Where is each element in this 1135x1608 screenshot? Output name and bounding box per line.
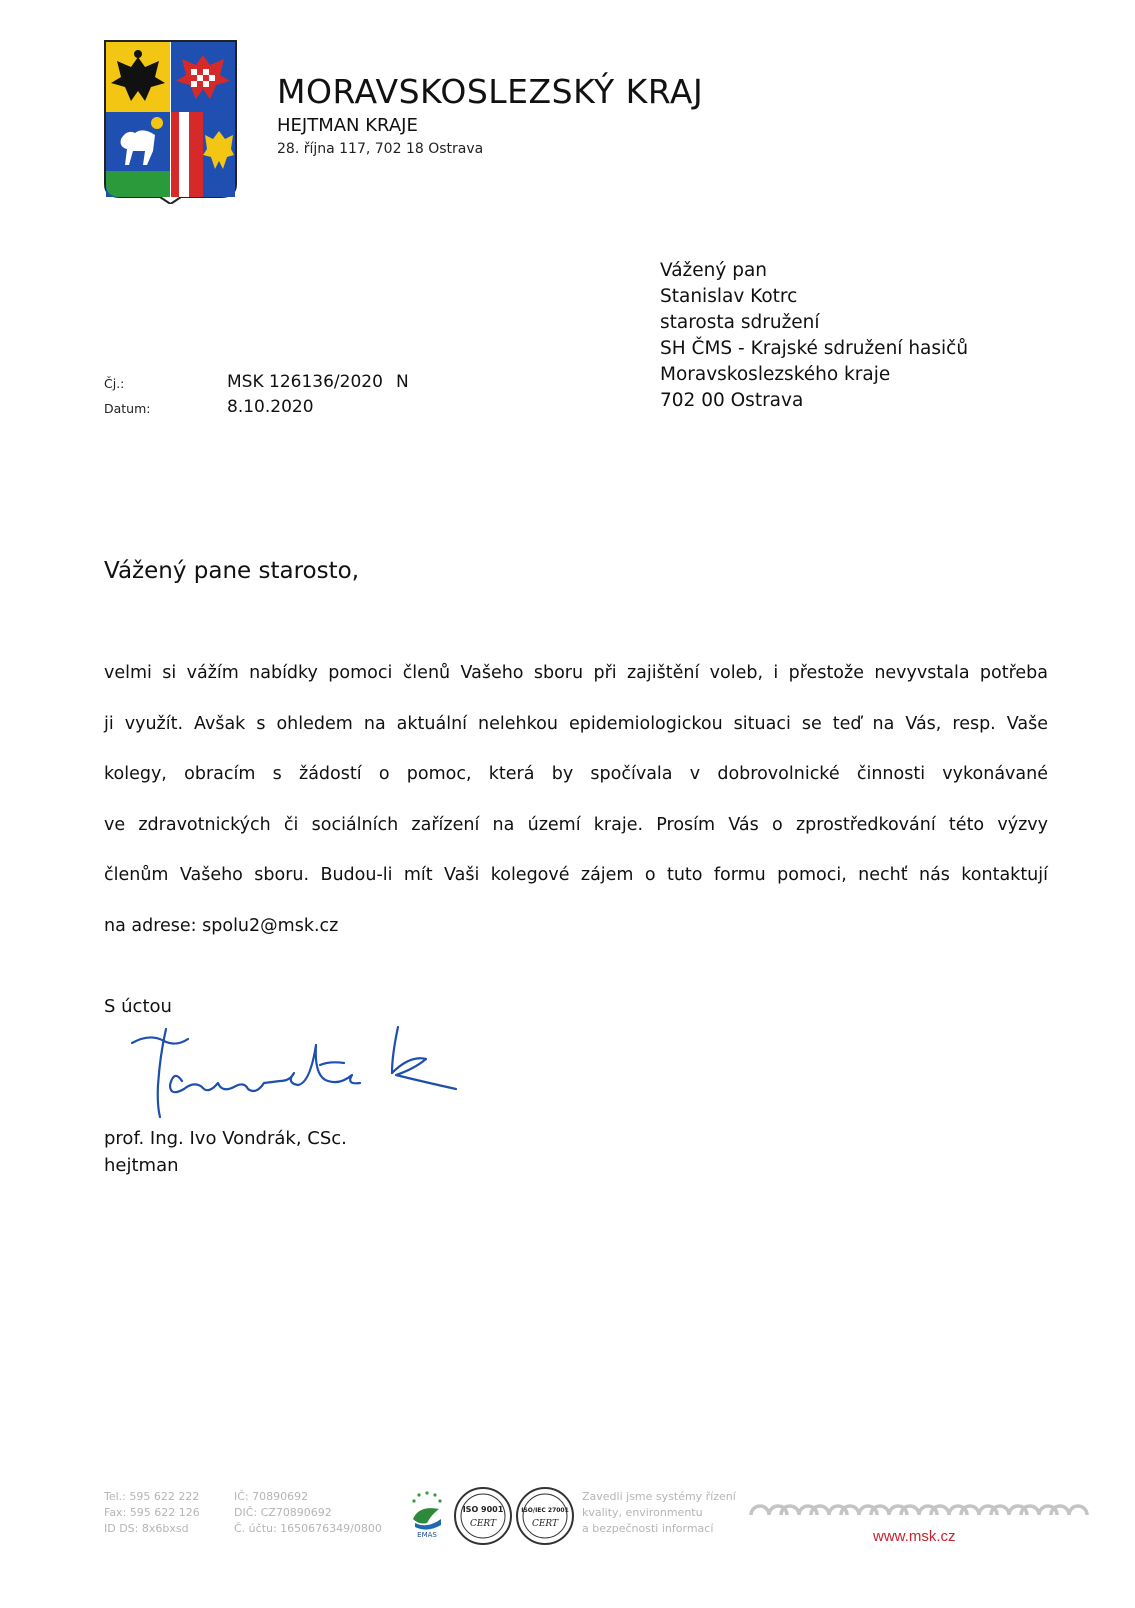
iec-cert-text: CERT: [531, 1519, 559, 1529]
footer-ic: IČ: 70890692: [234, 1490, 309, 1503]
emas-logo-text: EMAS: [417, 1531, 437, 1539]
iec-seal-text: ISO/IEC 27001: [521, 1507, 569, 1514]
iso-seal-text: ISO 9001: [462, 1505, 504, 1514]
footer-databox: ID DS: 8x6bxsd: [104, 1522, 189, 1535]
signer-name: prof. Ing. Ivo Vondrák, CSc.: [104, 1128, 347, 1149]
handwritten-signature-icon: [130, 1025, 460, 1120]
salutation: Vážený pane starosto,: [104, 558, 359, 584]
cert-note-line: kvality, environmentu: [582, 1506, 703, 1519]
regional-coat-of-arms-icon: [103, 39, 238, 204]
emas-logo-icon: [407, 1489, 447, 1541]
website-link[interactable]: www.msk.cz: [873, 1528, 956, 1545]
cert-note-line: Zavedli jsme systémy řízení: [582, 1490, 736, 1503]
footer-dic: DIČ: CZ70890692: [234, 1506, 332, 1519]
recipient-address-block: [660, 258, 968, 414]
recipient-line: Moravskoslezského kraje: [660, 364, 891, 385]
iso-cert-text: CERT: [469, 1519, 497, 1529]
letter-body: [104, 663, 1048, 967]
closing: S úctou: [104, 996, 172, 1017]
signer-role: hejtman: [104, 1155, 179, 1176]
body-line-email: na adrese: spolu2@msk.cz: [104, 915, 339, 936]
recipient-line: starosta sdružení: [660, 312, 820, 333]
office-address: 28. října 117, 702 18 Ostrava: [277, 141, 484, 157]
date-value: 8.10.2020: [227, 397, 314, 417]
iso-iec-27001-seal-icon: [515, 1486, 575, 1546]
iso-9001-seal-icon: [453, 1486, 513, 1546]
footer-certification-note: [582, 1489, 736, 1537]
footer-company-ids: [234, 1489, 382, 1537]
footer-contacts: [104, 1489, 200, 1537]
reference-number-suffix: N: [396, 372, 409, 392]
recipient-line: 702 00 Ostrava: [660, 390, 804, 411]
recipient-line: Stanislav Kotrc: [660, 286, 798, 307]
reference-number-label: Čj.:: [104, 376, 125, 391]
body-line: členům Vašeho sboru. Budou-li mít Vaši kolegové zájem o tuto formu pomoci, nechť nás kontaktují: [104, 865, 1048, 886]
reference-number-value: MSK 126136/2020: [227, 372, 383, 392]
date-label: Datum:: [104, 401, 151, 416]
recipient-line: Vážený pan: [660, 260, 768, 281]
organization-name: MORAVSKOSLEZSKÝ KRAJ: [277, 72, 704, 111]
footer-account: Č. účtu: 1650676349/0800: [234, 1522, 382, 1535]
body-line: kolegy, obracím s žádostí o pomoc, která by spočívala v dobrovolnické činnosti vykonávané: [104, 764, 1048, 785]
footer-fax: Fax: 595 622 126: [104, 1506, 200, 1519]
recipient-line: SH ČMS - Krajské sdružení hasičů: [660, 338, 969, 359]
office-title: HEJTMAN KRAJE: [277, 115, 418, 136]
body-line: velmi si vážím nabídky pomoci členů Vašeho sboru při zajištění voleb, i přestože nevyvstala potřeba: [104, 663, 1048, 683]
footer-phone: Tel.: 595 622 222: [104, 1490, 200, 1503]
decorative-wave-ornament-icon: [747, 1502, 1092, 1528]
body-line: ji využít. Avšak s ohledem na aktuální nelehkou epidemiologickou situaci se teď na Vás, resp. Vaše: [104, 713, 1048, 734]
body-line: ve zdravotnických či sociálních zařízení na území kraje. Prosím Vás o zprostředkování této výzvy: [104, 814, 1048, 835]
cert-note-line: a bezpečnosti informací: [582, 1522, 714, 1535]
